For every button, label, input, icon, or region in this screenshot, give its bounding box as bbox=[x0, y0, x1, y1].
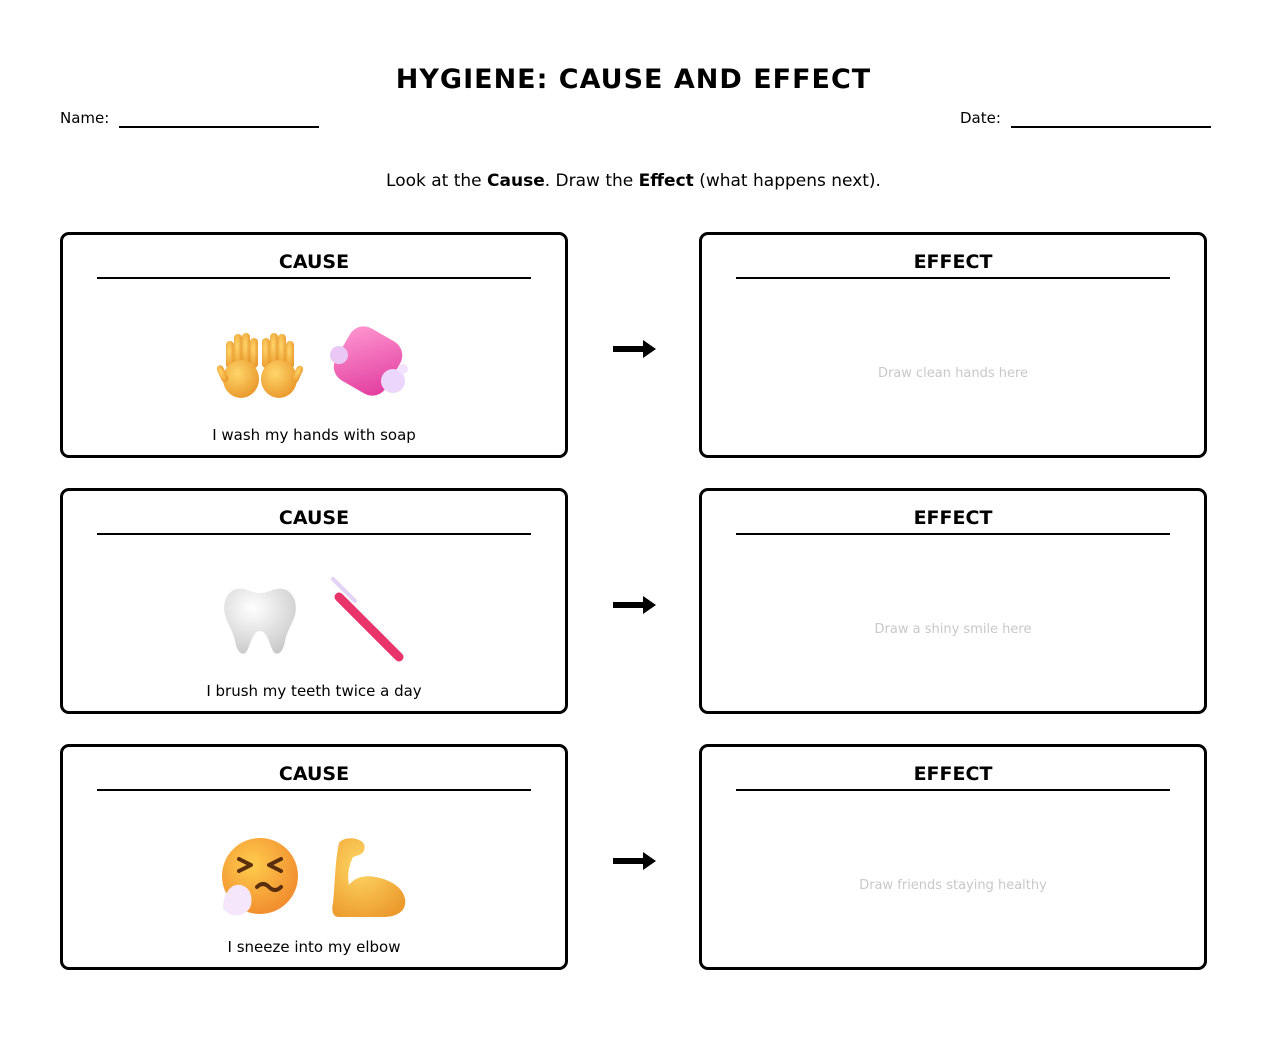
date-label: Date: bbox=[960, 109, 1001, 127]
cause-caption: I brush my teeth twice a day bbox=[206, 682, 422, 700]
cause-card-1 bbox=[60, 232, 568, 458]
date-field bbox=[960, 108, 1211, 128]
effect-heading: EFFECT bbox=[736, 505, 1170, 535]
open-hands-icon bbox=[217, 321, 303, 407]
instructions bbox=[0, 170, 1267, 192]
effect-card-3[interactable] bbox=[699, 744, 1207, 970]
cause-card-2 bbox=[60, 488, 568, 714]
name-input-line[interactable] bbox=[119, 109, 319, 128]
flexed-biceps-icon bbox=[325, 833, 411, 919]
effect-heading: EFFECT bbox=[736, 249, 1170, 279]
soap-icon bbox=[325, 321, 411, 407]
date-input-line[interactable] bbox=[1011, 109, 1211, 128]
instructions-bold-effect: Effect bbox=[638, 171, 694, 191]
sneezing-face-icon bbox=[217, 833, 303, 919]
instructions-part-2: . Draw the bbox=[544, 171, 639, 191]
cause-caption: I sneeze into my elbow bbox=[227, 938, 401, 956]
arrow-right-icon bbox=[613, 851, 657, 871]
tooth-icon bbox=[217, 577, 303, 663]
cause-card-3 bbox=[60, 744, 568, 970]
effect-card-1[interactable] bbox=[699, 232, 1207, 458]
arrow-right-icon bbox=[613, 339, 657, 359]
instructions-part-3: (what happens next). bbox=[693, 171, 881, 191]
effect-card-2[interactable] bbox=[699, 488, 1207, 714]
cause-heading: CAUSE bbox=[97, 249, 531, 279]
name-field bbox=[60, 108, 319, 128]
effect-heading: EFFECT bbox=[736, 761, 1170, 791]
cause-heading: CAUSE bbox=[97, 761, 531, 791]
drawing-hint: Draw friends staying healthy bbox=[859, 878, 1047, 893]
arrow-right-icon bbox=[613, 595, 657, 615]
instructions-bold-cause: Cause bbox=[487, 171, 545, 191]
worksheet-title: HYGIENE: CAUSE AND EFFECT bbox=[395, 64, 872, 95]
drawing-hint: Draw a shiny smile here bbox=[874, 622, 1032, 637]
cause-heading: CAUSE bbox=[97, 505, 531, 535]
name-label: Name: bbox=[60, 109, 110, 127]
instructions-part-1: Look at the bbox=[386, 171, 488, 191]
drawing-hint: Draw clean hands here bbox=[877, 366, 1029, 381]
cause-caption: I wash my hands with soap bbox=[212, 426, 416, 444]
toothbrush-icon bbox=[325, 577, 411, 663]
